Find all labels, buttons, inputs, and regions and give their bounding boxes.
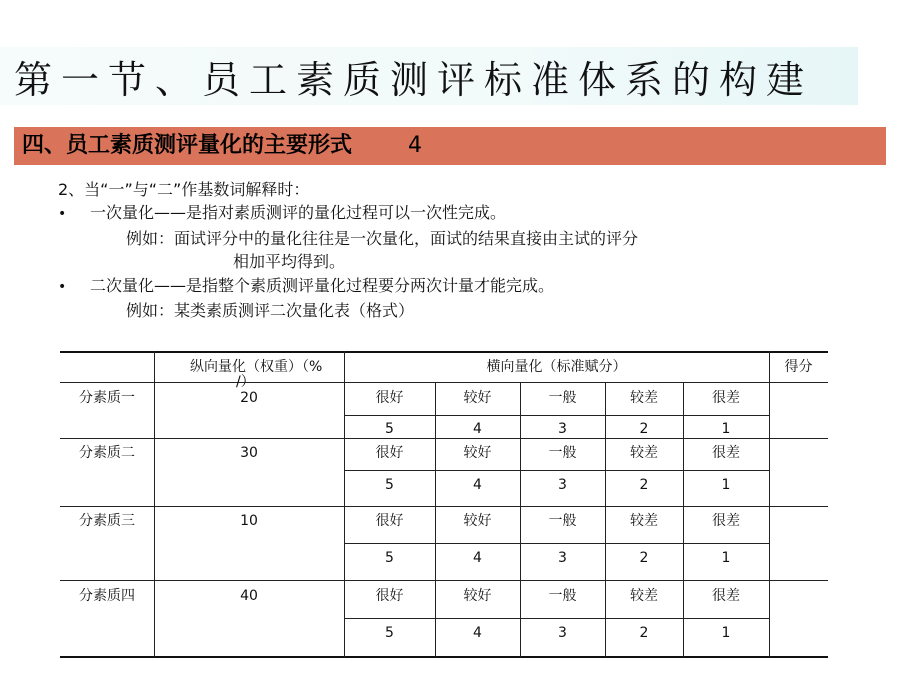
- row2-name: 分素质二: [79, 445, 135, 461]
- table-bottom-border: [60, 656, 828, 658]
- row2-grade-5: 很差: [712, 445, 740, 461]
- header-score: 得分: [784, 359, 813, 375]
- header-vertical: 纵向量化（权重）（%: [190, 359, 323, 375]
- bullet-2-text: 二次量化——是指整个素质测评量化过程要分两次计量才能完成。: [90, 276, 555, 295]
- row4-grade-4: 较差: [630, 588, 658, 604]
- section-number: 4: [408, 133, 422, 158]
- row2-mid-divider: [344, 470, 769, 471]
- bullet-1-text: 一次量化——是指对素质测评的量化过程可以一次性完成。: [90, 203, 507, 222]
- row4-point-1: 5: [385, 625, 394, 641]
- intro-text: 2、当“一”与“二”作基数词解释时：: [58, 180, 310, 199]
- slide-title: 第一节、员工素质测评标准体系的构建: [14, 58, 814, 102]
- header-horizontal: 横向量化（标准赋分）: [486, 359, 627, 375]
- row1-bottom: [60, 438, 828, 439]
- row2-point-1: 5: [385, 477, 394, 493]
- row4-grade-3: 一般: [548, 588, 577, 604]
- row1-grade-1: 很好: [375, 390, 404, 406]
- row1-grade-3: 一般: [548, 390, 577, 406]
- bullet-1-example-line1: 例如：面试评分中的量化往往是一次量化，面试的结果直接由主试的评分: [126, 229, 639, 248]
- row3-grade-1: 很好: [375, 513, 404, 529]
- bullet-marker-1: •: [58, 206, 67, 222]
- col-divider-7: [769, 351, 770, 657]
- row3-point-3: 3: [558, 550, 567, 566]
- row2-point-3: 3: [558, 477, 567, 493]
- row1-point-5: 1: [721, 421, 731, 437]
- bullet-1-example-line2: 相加平均得到。: [233, 252, 346, 271]
- row4-point-4: 2: [639, 625, 649, 641]
- row4-grade-5: 很差: [712, 588, 740, 604]
- row2-grade-2: 较好: [463, 445, 492, 461]
- row1-grade-4: 较差: [630, 390, 658, 406]
- row3-grade-3: 一般: [548, 513, 577, 529]
- row1-weight: 20: [240, 390, 258, 406]
- row2-grade-4: 较差: [630, 445, 658, 461]
- row1-grade-5: 很差: [712, 390, 740, 406]
- row3-point-2: 4: [473, 550, 482, 566]
- row3-grade-5: 很差: [712, 513, 740, 529]
- row1-point-3: 3: [558, 421, 567, 437]
- row4-point-3: 3: [558, 625, 567, 641]
- row3-bottom: [60, 580, 828, 581]
- header-vertical-cont: /）: [236, 374, 255, 390]
- row4-name: 分素质四: [79, 588, 135, 604]
- table-top-border: [60, 351, 828, 353]
- row3-weight: 10: [240, 513, 258, 529]
- row1-mid-divider: [344, 415, 769, 416]
- row1-name: 分素质一: [79, 390, 135, 406]
- bullet-2-example-line1: 例如：某类素质测评二次量化表（格式）: [126, 301, 415, 320]
- row3-grade-4: 较差: [630, 513, 658, 529]
- section-heading: 四、员工素质测评量化的主要形式: [22, 133, 353, 158]
- row3-mid-divider: [344, 543, 769, 544]
- row2-point-4: 2: [639, 477, 649, 493]
- row3-point-5: 1: [721, 550, 731, 566]
- row4-point-5: 1: [721, 625, 731, 641]
- row4-point-2: 4: [473, 625, 482, 641]
- row2-point-2: 4: [473, 477, 482, 493]
- row2-bottom: [60, 506, 828, 507]
- row3-name: 分素质三: [79, 513, 135, 529]
- row4-mid-divider: [344, 618, 769, 619]
- row3-grade-2: 较好: [463, 513, 492, 529]
- row2-grade-1: 很好: [375, 445, 404, 461]
- row1-point-1: 5: [385, 421, 394, 437]
- row1-point-2: 4: [473, 421, 482, 437]
- row1-point-4: 2: [639, 421, 649, 437]
- row2-point-5: 1: [721, 477, 731, 493]
- bullet-marker-2: •: [58, 279, 67, 295]
- row2-weight: 30: [240, 445, 258, 461]
- row1-grade-2: 较好: [463, 390, 492, 406]
- table-header-divider: [60, 382, 828, 383]
- row4-grade-2: 较好: [463, 588, 492, 604]
- quantification-table: [60, 351, 828, 657]
- row4-weight: 40: [240, 588, 258, 604]
- row3-point-1: 5: [385, 550, 394, 566]
- row4-grade-1: 很好: [375, 588, 404, 604]
- row2-grade-3: 一般: [548, 445, 577, 461]
- row3-point-4: 2: [639, 550, 649, 566]
